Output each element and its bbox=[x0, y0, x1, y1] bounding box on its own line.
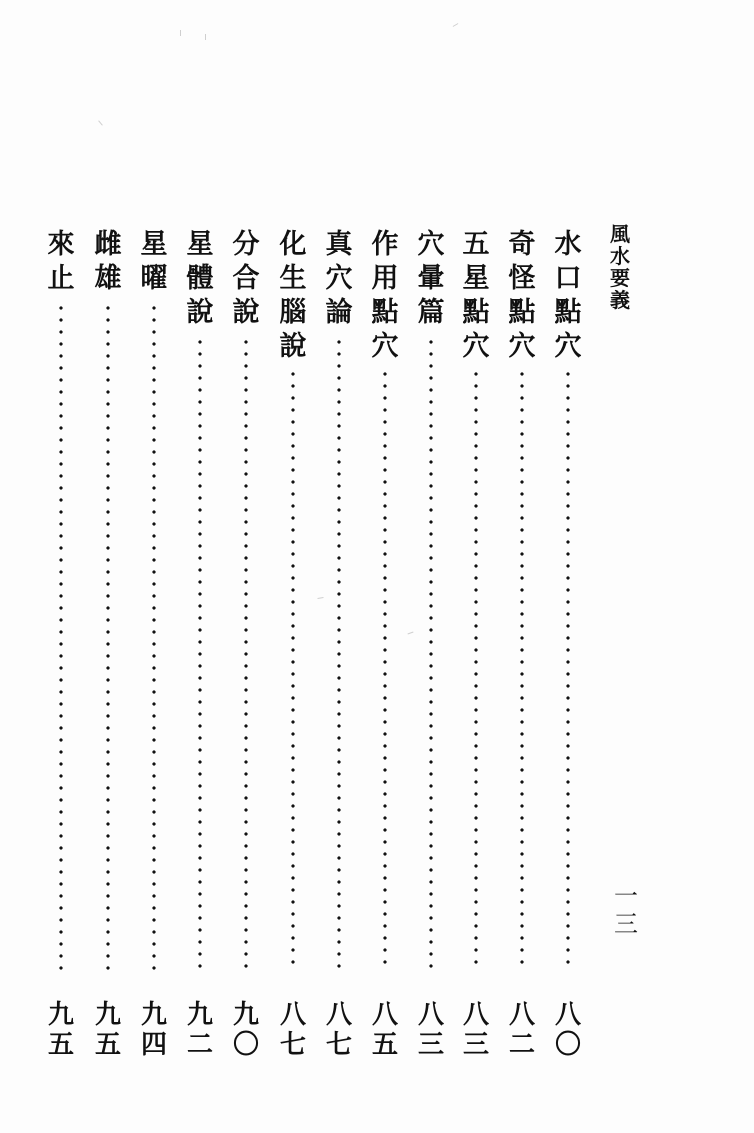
dot-leader bbox=[291, 368, 295, 972]
dot-leader bbox=[520, 368, 524, 972]
toc-entry-page bbox=[368, 1000, 402, 1060]
toc-title-char: 篇 bbox=[417, 297, 445, 328]
toc-entry bbox=[414, 228, 448, 1068]
toc-page-char: 七 bbox=[325, 1030, 352, 1060]
toc-page-char: 五 bbox=[94, 1030, 121, 1060]
scan-speck bbox=[98, 120, 103, 125]
running-title-char: 義 bbox=[610, 288, 630, 312]
dot-leader bbox=[198, 336, 202, 972]
toc-title-char: 生 bbox=[279, 263, 307, 294]
toc-title-char: 穴 bbox=[554, 331, 582, 362]
toc-title-char: 暈 bbox=[417, 263, 445, 294]
toc-entry-title bbox=[414, 228, 448, 330]
toc-title-char: 星 bbox=[140, 229, 168, 260]
toc-title-char: 用 bbox=[371, 263, 399, 294]
toc-title-char: 作 bbox=[371, 229, 399, 260]
toc-page-char: 〇 bbox=[232, 1030, 259, 1060]
toc-page-char: 九 bbox=[232, 1000, 259, 1030]
toc-entry-page bbox=[414, 1000, 448, 1060]
toc-entry-page bbox=[505, 1000, 539, 1060]
toc-page-char: 四 bbox=[140, 1030, 167, 1060]
page-number-char: 一 bbox=[614, 882, 638, 910]
toc-title-char: 點 bbox=[371, 297, 399, 328]
toc-title-char: 點 bbox=[554, 297, 582, 328]
toc-title-char: 來 bbox=[47, 229, 75, 260]
toc-title-char: 合 bbox=[232, 263, 260, 294]
toc-page-char: 五 bbox=[371, 1030, 398, 1060]
toc-entry bbox=[44, 228, 78, 1068]
toc-entry-title bbox=[276, 228, 310, 364]
scan-speck bbox=[453, 23, 459, 27]
toc-title-char: 說 bbox=[232, 297, 260, 328]
dot-leader bbox=[59, 302, 63, 972]
toc-page-char: 七 bbox=[279, 1030, 306, 1060]
toc-title-char: 穴 bbox=[462, 331, 490, 362]
toc-page-char: 五 bbox=[47, 1030, 74, 1060]
dot-leader bbox=[429, 336, 433, 972]
toc-title-char: 體 bbox=[186, 263, 214, 294]
toc-title-char: 雄 bbox=[94, 263, 122, 294]
page-number bbox=[612, 882, 640, 938]
dot-leader bbox=[106, 302, 110, 972]
toc-title-char: 化 bbox=[279, 229, 307, 260]
toc-title-char: 星 bbox=[186, 229, 214, 260]
toc-page-char: 三 bbox=[462, 1030, 489, 1060]
scan-speck bbox=[205, 34, 206, 40]
toc-title-char: 奇 bbox=[508, 229, 536, 260]
toc-entry-title bbox=[44, 228, 78, 296]
toc-title-char: 說 bbox=[279, 331, 307, 362]
toc-page-char: 八 bbox=[417, 1000, 444, 1030]
toc-entry-title bbox=[137, 228, 171, 296]
running-title-char: 要 bbox=[610, 266, 630, 290]
toc-entry-page bbox=[183, 1000, 217, 1060]
scan-speck bbox=[180, 30, 181, 36]
toc-page-char: 三 bbox=[417, 1030, 444, 1060]
toc-page-char: 九 bbox=[186, 1000, 213, 1030]
toc-entry bbox=[276, 228, 310, 1068]
toc-entry-page bbox=[137, 1000, 171, 1060]
toc-title-char: 穴 bbox=[325, 263, 353, 294]
toc-entry-title bbox=[459, 228, 493, 364]
toc-title-char: 論 bbox=[325, 297, 353, 328]
running-title bbox=[608, 223, 632, 311]
toc-entry bbox=[229, 228, 263, 1068]
toc-title-char: 穴 bbox=[417, 229, 445, 260]
toc-entry-title bbox=[229, 228, 263, 330]
toc-page-char: 二 bbox=[186, 1030, 213, 1060]
toc-entry-page bbox=[322, 1000, 356, 1060]
toc-entry bbox=[137, 228, 171, 1068]
toc-entry-title bbox=[505, 228, 539, 364]
toc-entry bbox=[368, 228, 402, 1068]
running-title-char: 風 bbox=[610, 222, 630, 246]
toc-entry-page bbox=[229, 1000, 263, 1060]
toc-page-char: 八 bbox=[371, 1000, 398, 1030]
toc-title-char: 曜 bbox=[140, 263, 168, 294]
dot-leader bbox=[383, 368, 387, 972]
toc-entry bbox=[505, 228, 539, 1068]
dot-leader bbox=[337, 336, 341, 972]
toc-entry-page bbox=[276, 1000, 310, 1060]
dot-leader bbox=[244, 336, 248, 972]
toc-title-char: 止 bbox=[47, 263, 75, 294]
toc-title-char: 星 bbox=[462, 263, 490, 294]
toc-title-char: 水 bbox=[554, 229, 582, 260]
toc-title-char: 雌 bbox=[94, 229, 122, 260]
toc-page-char: 二 bbox=[508, 1030, 535, 1060]
page-number-char: 三 bbox=[614, 910, 638, 938]
toc-entry bbox=[322, 228, 356, 1068]
toc-entry bbox=[91, 228, 125, 1068]
toc-title-char: 五 bbox=[462, 229, 490, 260]
toc-title-char: 說 bbox=[186, 297, 214, 328]
toc-title-char: 穴 bbox=[508, 331, 536, 362]
toc-page-char: 八 bbox=[462, 1000, 489, 1030]
toc-page-char: 八 bbox=[508, 1000, 535, 1030]
toc-page-char: 八 bbox=[554, 1000, 581, 1030]
toc-entry bbox=[551, 228, 585, 1068]
toc-page-char: 八 bbox=[325, 1000, 352, 1030]
toc-page-char: 九 bbox=[140, 1000, 167, 1030]
toc-entry-page bbox=[551, 1000, 585, 1060]
toc-page-char: 九 bbox=[47, 1000, 74, 1030]
dot-leader bbox=[152, 302, 156, 972]
toc-title-char: 點 bbox=[508, 297, 536, 328]
toc-entry-title bbox=[322, 228, 356, 330]
toc-page-char: 〇 bbox=[554, 1030, 581, 1060]
toc-entry-title bbox=[551, 228, 585, 364]
toc-entry-page bbox=[44, 1000, 78, 1060]
toc-title-char: 點 bbox=[462, 297, 490, 328]
toc-entry-page bbox=[91, 1000, 125, 1060]
toc-entry-title bbox=[368, 228, 402, 364]
dot-leader bbox=[566, 368, 570, 972]
toc-title-char: 口 bbox=[554, 263, 582, 294]
scan-speck bbox=[408, 632, 414, 635]
toc-entry-title bbox=[183, 228, 217, 330]
dot-leader bbox=[474, 368, 478, 972]
toc-title-char: 穴 bbox=[371, 331, 399, 362]
running-title-char: 水 bbox=[610, 244, 630, 268]
toc-title-char: 真 bbox=[325, 229, 353, 260]
toc-entry bbox=[459, 228, 493, 1068]
toc-title-char: 分 bbox=[232, 229, 260, 260]
toc-title-char: 怪 bbox=[508, 263, 536, 294]
toc-entry-page bbox=[459, 1000, 493, 1060]
toc-page-char: 八 bbox=[279, 1000, 306, 1030]
toc-entry-title bbox=[91, 228, 125, 296]
toc-title-char: 腦 bbox=[279, 297, 307, 328]
toc-entry bbox=[183, 228, 217, 1068]
toc-page-char: 九 bbox=[94, 1000, 121, 1030]
